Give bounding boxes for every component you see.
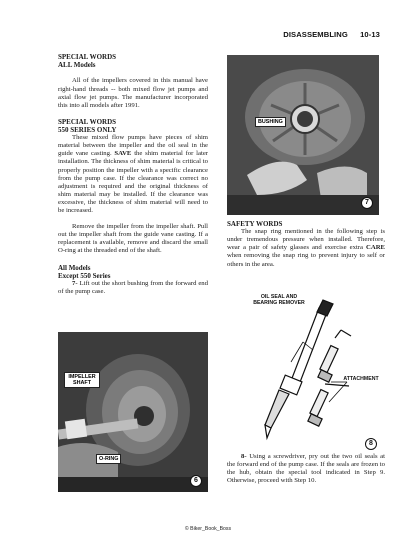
heading-all-models: ALL Models (58, 61, 96, 70)
photo-bushing-illustration (227, 55, 379, 215)
shim-text-a: These mixed flow pumps have pieces of shim material between the impeller and the oil seal in the guide vane casting. (58, 134, 208, 158)
oil-seal-remover-illustration (227, 290, 385, 450)
step-8-text: Using a screwdriver, pry out the two oil seals at the forward end of the pump case. If the seals are frozen to the hub, obtain the special tool indicated in Step 9. Otherwise, proceed with Step 10. (227, 453, 386, 485)
heading-550-series: 550 SERIES ONLY (58, 125, 117, 134)
paragraph-impellers: All of the impellers covered in this manual have right-hand threads -- both mixed flow jet pumps and axial flow jet pumps. The manufacturer incorporated this into all models after 1991. (58, 77, 208, 109)
step-8-paragraph (227, 453, 385, 485)
heading-special-words-2: SPECIAL WORDS (58, 117, 117, 126)
page-number: 10-13 (360, 30, 380, 39)
figure-number-8: 8 (365, 438, 377, 450)
heading-all-models-2: All Models (58, 263, 91, 272)
heading-safety-words: SAFETY WORDS (227, 220, 283, 228)
step-8 (227, 453, 385, 485)
care-emphasis: CARE (366, 244, 385, 252)
step-7-text: Lift out the short bushing from the forward end of the pump case. (58, 279, 208, 295)
right-column (227, 220, 385, 269)
photo-impeller-shaft-illustration (58, 332, 208, 492)
photo-impeller-shaft (58, 332, 208, 492)
paragraph-safety (227, 228, 385, 268)
attachment-label: ATTACHMENT (343, 376, 379, 382)
figure-number-6: 6 (190, 475, 202, 487)
heading-except-550: Except 550 Series (58, 271, 111, 280)
step-7-number: 7- (72, 279, 78, 287)
safety-text-b: when removing the snap ring to prevent injury to self or others in the area. (227, 252, 385, 268)
page-header (283, 30, 380, 39)
bushing-label: BUSHING (255, 117, 286, 127)
o-ring-label: O-RING (96, 454, 121, 464)
shim-text-b: the shim material for later installation. The thickness of shim material is critical to properly position the impeller with a specific clearance from the pump case. If the clearance was correct no adjustment is required and the original thickness of shim material may be installed. If the clearance was excessive, the thickness of shim material will need to be increased. (58, 150, 209, 215)
oil-seal-remover-label: OIL SEAL AND BEARING REMOVER (253, 294, 305, 306)
safety-text-a: The snap ring mentioned in the following step is under tremendous pressure when installed. Therefore, wear a pair of safety glasses and exercise extra (227, 228, 385, 252)
step-8-number: 8- (241, 453, 247, 460)
save-emphasis: SAVE (114, 150, 132, 158)
photo-bushing (227, 55, 379, 215)
tool-diagram (227, 290, 385, 450)
paragraph-shim (58, 134, 208, 215)
figure-number-7: 7 (361, 197, 373, 209)
step-7 (58, 280, 208, 296)
heading-special-words-1: SPECIAL WORDS (58, 53, 117, 61)
impeller-shaft-label: IMPELLER SHAFT (64, 372, 100, 388)
paragraph-remove-impeller: Remove the impeller from the impeller shaft. Pull out the impeller shaft from the guide vane casting. If a replacement is available, remove and discard the small O-ring at the threaded end of the shaft. (58, 223, 208, 255)
left-column (58, 53, 208, 296)
section-title: DISASSEMBLING (283, 30, 348, 39)
footer-credit: © Biker_Book_Boss (184, 526, 232, 532)
